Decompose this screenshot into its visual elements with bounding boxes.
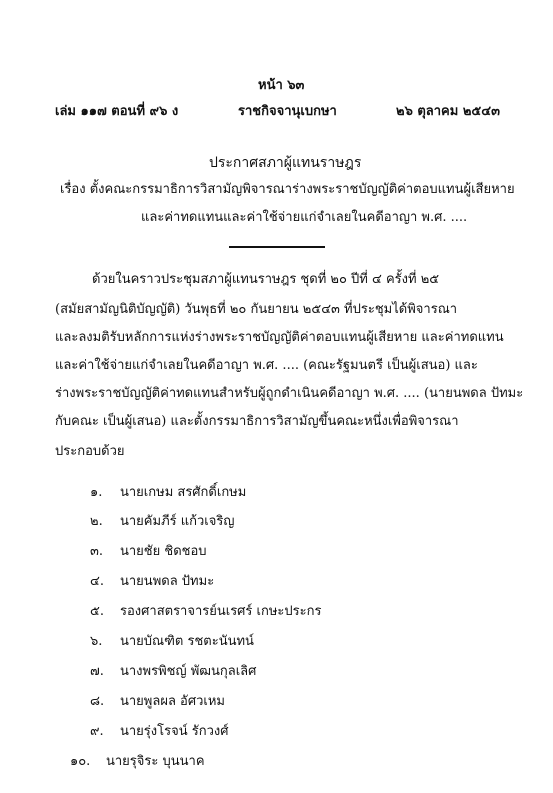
body-line: ร่างพระราชบัญญัติค่าทดแทนสำหรับผู้ถูกดำเนินคดีอาญา พ.ศ. .... (นายนพดล ปัทมะ (55, 386, 524, 401)
list-item (90, 690, 225, 711)
list-item (90, 570, 214, 591)
list-item-name: นายบัณฑิต รชตะนันทน์ (120, 634, 254, 649)
list-item-name: นางพรพิชญ์ พัฒนกุลเลิศ (120, 664, 257, 679)
title-divider (229, 246, 325, 248)
list-item-number: ๒. (90, 514, 103, 529)
body-line: ด้วยในคราวประชุมสภาผู้แทนราษฎร ชุดที่ ๒๐ ปีที่ ๔ ครั้งที่ ๒๕ (92, 272, 440, 287)
gazette-name: ราชกิจจานุเบกษา (238, 104, 337, 119)
body-line: และค่าใช้จ่ายแก่จำเลยในคดีอาญา พ.ศ. .... (คณะรัฐมนตรี เป็นผู้เสนอ) และ (55, 358, 478, 373)
list-item (90, 600, 321, 621)
list-item-name: นายคัมภีร์ แก้วเจริญ (120, 514, 235, 529)
list-item (90, 510, 234, 531)
gazette-date: ๒๖ ตุลาคม ๒๕๔๓ (396, 104, 500, 119)
page-number: หน้า ๖๓ (258, 78, 305, 93)
list-item-number: ๗. (90, 664, 104, 679)
list-item-number: ๔. (90, 574, 104, 589)
list-item-name: นายนพดล ปัทมะ (120, 574, 215, 589)
body-line: ประกอบด้วย (55, 444, 125, 459)
list-item-number: ๕. (90, 604, 104, 619)
list-item-name: รองศาสตราจารย์นเรศร์ เกษะประกร (120, 604, 322, 619)
body-line: (สมัยสามัญนิติบัญญัติ) วันพุธที่ ๒๐ กันยายน ๒๕๔๓ ที่ประชุมได้พิจารณา (55, 302, 458, 317)
body-line: กับคณะ เป็นผู้เสนอ) และตั้งกรรมาธิการวิสามัญขึ้นคณะหนึ่งเพื่อพิจารณา (55, 414, 459, 429)
volume-issue: เล่ม ๑๑๗ ตอนที่ ๙๖ ง (55, 104, 179, 119)
list-item-number: ๑. (90, 485, 103, 500)
list-item (90, 660, 256, 681)
list-item-number: ๖. (90, 634, 103, 649)
list-item-number: ๙. (90, 724, 104, 739)
subject-line-2: และค่าทดแทนและค่าใช้จ่ายแก่จำเลยในคดีอาญา พ.ศ. .... (141, 210, 468, 225)
list-item (70, 750, 205, 771)
list-item-number: ๑๐. (70, 754, 91, 769)
list-item (90, 481, 246, 502)
body-line: และลงมติรับหลักการแห่งร่างพระราชบัญญัติค่าตอบแทนผู้เสียหาย และค่าทดแทน (55, 330, 504, 345)
list-item (90, 540, 207, 561)
list-item-name: นายเกษม สรศักดิ์เกษม (120, 485, 247, 500)
list-item-name: นายพูลผล อัศวเหม (120, 694, 225, 709)
list-item-name: นายรุจิระ บุนนาค (106, 754, 205, 769)
list-item-number: ๓. (90, 544, 104, 559)
list-item-number: ๘. (90, 694, 105, 709)
list-item-name: นายชัย ชิดชอบ (120, 544, 207, 559)
subject-line-1: เรื่อง ตั้งคณะกรรมาธิการวิสามัญพิจารณาร่างพระราชบัญญัติค่าตอบแทนผู้เสียหาย (60, 182, 515, 197)
list-item (90, 630, 254, 651)
list-item-name: นายรุ่งโรจน์ รักวงศ์ (120, 724, 229, 739)
page-title: ประกาศสภาผู้แทนราษฎร (209, 155, 362, 171)
list-item (90, 720, 229, 741)
